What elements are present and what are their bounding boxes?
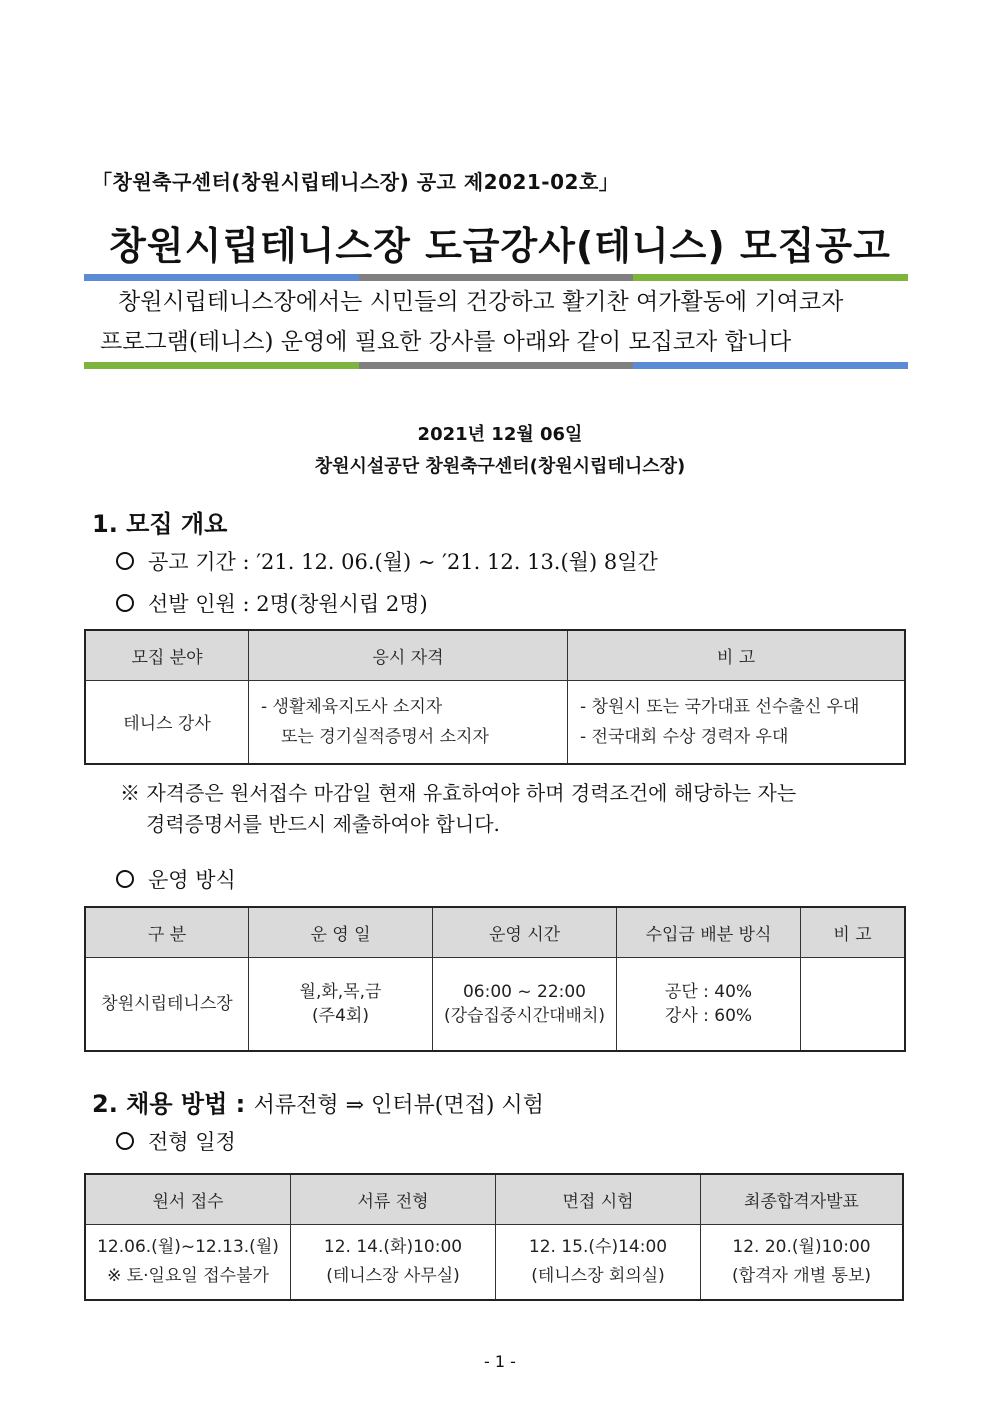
- section2-heading-number: 2. 채용 방법 :: [92, 1090, 246, 1118]
- share-line: 공단 : 40%: [664, 981, 753, 1002]
- headcount-item: [116, 588, 428, 618]
- top-divider: [84, 274, 908, 281]
- share-line: 강사 : 60%: [664, 1005, 753, 1026]
- document-line: 12. 14.(화)10:00: [323, 1236, 463, 1257]
- final-line: 12. 20.(월)10:00: [732, 1236, 871, 1257]
- time-line: 06:00 ~ 22:00: [462, 981, 587, 1002]
- circle-bullet-icon: [116, 552, 134, 570]
- note-line: 경력증명서를 반드시 제출하여야 합니다.: [146, 812, 500, 836]
- table-header: 운 영 일: [249, 907, 433, 957]
- announcement-date: 2021년 12월 06일: [417, 424, 583, 445]
- operation-item: [116, 864, 236, 894]
- remark-cell: [568, 680, 906, 764]
- section2-heading-rest: 서류전형 ⇒ 인터뷰(면접) 시험: [253, 1093, 544, 1118]
- interview-line: (테니스장 회의실): [531, 1265, 665, 1286]
- intro-line-2: 프로그램(테니스) 운영에 필요한 강사를 아래와 같이 모집코자 합니다: [100, 329, 792, 355]
- interview-cell: [496, 1224, 701, 1300]
- qualification-line: 또는 경기실적증명서 소지자: [281, 726, 489, 747]
- period-text: 공고 기간 : ′21. 12. 06.(월) ~ ′21. 12. 13.(월) 8일간: [148, 550, 658, 574]
- remark-line: - 전국대회 수상 경력자 우대: [580, 726, 789, 747]
- time-cell: [433, 957, 617, 1051]
- operation-label: 운영 방식: [148, 868, 236, 892]
- days-cell: [249, 957, 433, 1051]
- days-line: (주4회): [312, 1005, 369, 1026]
- circle-bullet-icon: [116, 1132, 134, 1150]
- page-title: 창원시립테니스장 도급강사(테니스) 모집공고: [109, 224, 891, 268]
- table-header: 면접 시험: [496, 1174, 701, 1224]
- document-line: (테니스장 사무실): [326, 1265, 460, 1286]
- section2-heading: [92, 1084, 544, 1119]
- table-header: 비 고: [801, 907, 906, 957]
- application-line: 12.06.(월)~12.13.(월): [97, 1236, 279, 1257]
- period-item: [116, 546, 658, 576]
- table-header: 응시 자격: [249, 630, 568, 680]
- application-line: ※ 토·일요일 접수불가: [107, 1265, 269, 1286]
- organization-name: 창원시설공단 창원축구센터(창원시립테니스장): [314, 456, 686, 477]
- circle-bullet-icon: [116, 870, 134, 888]
- notice-number: 「창원축구센터(창원시립테니스장) 공고 제2021-02호」: [92, 170, 620, 194]
- intro-text: [100, 282, 910, 362]
- remark-line: - 창원시 또는 국가대표 선수출신 우대: [580, 696, 860, 717]
- bottom-divider: [84, 362, 908, 369]
- circle-bullet-icon: [116, 594, 134, 612]
- field-cell: 테니스 강사: [85, 680, 249, 764]
- schedule-item: [116, 1126, 236, 1156]
- schedule-table: [84, 1173, 904, 1301]
- headcount-text: 선발 인원 : 2명(창원시립 2명): [148, 592, 428, 616]
- operation-table: [84, 906, 906, 1052]
- final-announcement-cell: [701, 1224, 904, 1300]
- place-cell: 창원시립테니스장: [85, 957, 249, 1051]
- section1-heading: 1. 모집 개요: [92, 510, 228, 538]
- table-header: 서류 전형: [291, 1174, 496, 1224]
- table-header: 비 고: [568, 630, 906, 680]
- time-line: (강습집중시간대배치): [443, 1005, 606, 1026]
- qualification-cell: [249, 680, 568, 764]
- note-line: ※ 자격증은 원서접수 마감일 현재 유효하여야 하며 경력조건에 해당하는 자는: [120, 781, 797, 805]
- document-screening-cell: [291, 1224, 496, 1300]
- table-header: 원서 접수: [85, 1174, 291, 1224]
- op-remark-cell: [801, 957, 906, 1051]
- final-line: (합격자 개별 통보): [731, 1265, 872, 1286]
- page-number: - 1 -: [484, 1352, 516, 1371]
- table-header: 모집 분야: [85, 630, 249, 680]
- application-cell: [85, 1224, 291, 1300]
- qualification-line: - 생활체육지도사 소지자: [261, 696, 443, 717]
- share-cell: [617, 957, 801, 1051]
- table-header: 최종합격자발표: [701, 1174, 904, 1224]
- interview-line: 12. 15.(수)14:00: [528, 1236, 668, 1257]
- table-header: 운영 시간: [433, 907, 617, 957]
- intro-line-1: 창원시립테니스장에서는 시민들의 건강하고 활기찬 여가활동에 기여코자: [118, 289, 844, 315]
- days-line: 월,화,목,금: [299, 981, 382, 1002]
- qualification-note: [120, 778, 920, 840]
- schedule-label: 전형 일정: [148, 1130, 236, 1154]
- table-header: 수입금 배분 방식: [617, 907, 801, 957]
- table-header: 구 분: [85, 907, 249, 957]
- recruitment-table: [84, 629, 906, 765]
